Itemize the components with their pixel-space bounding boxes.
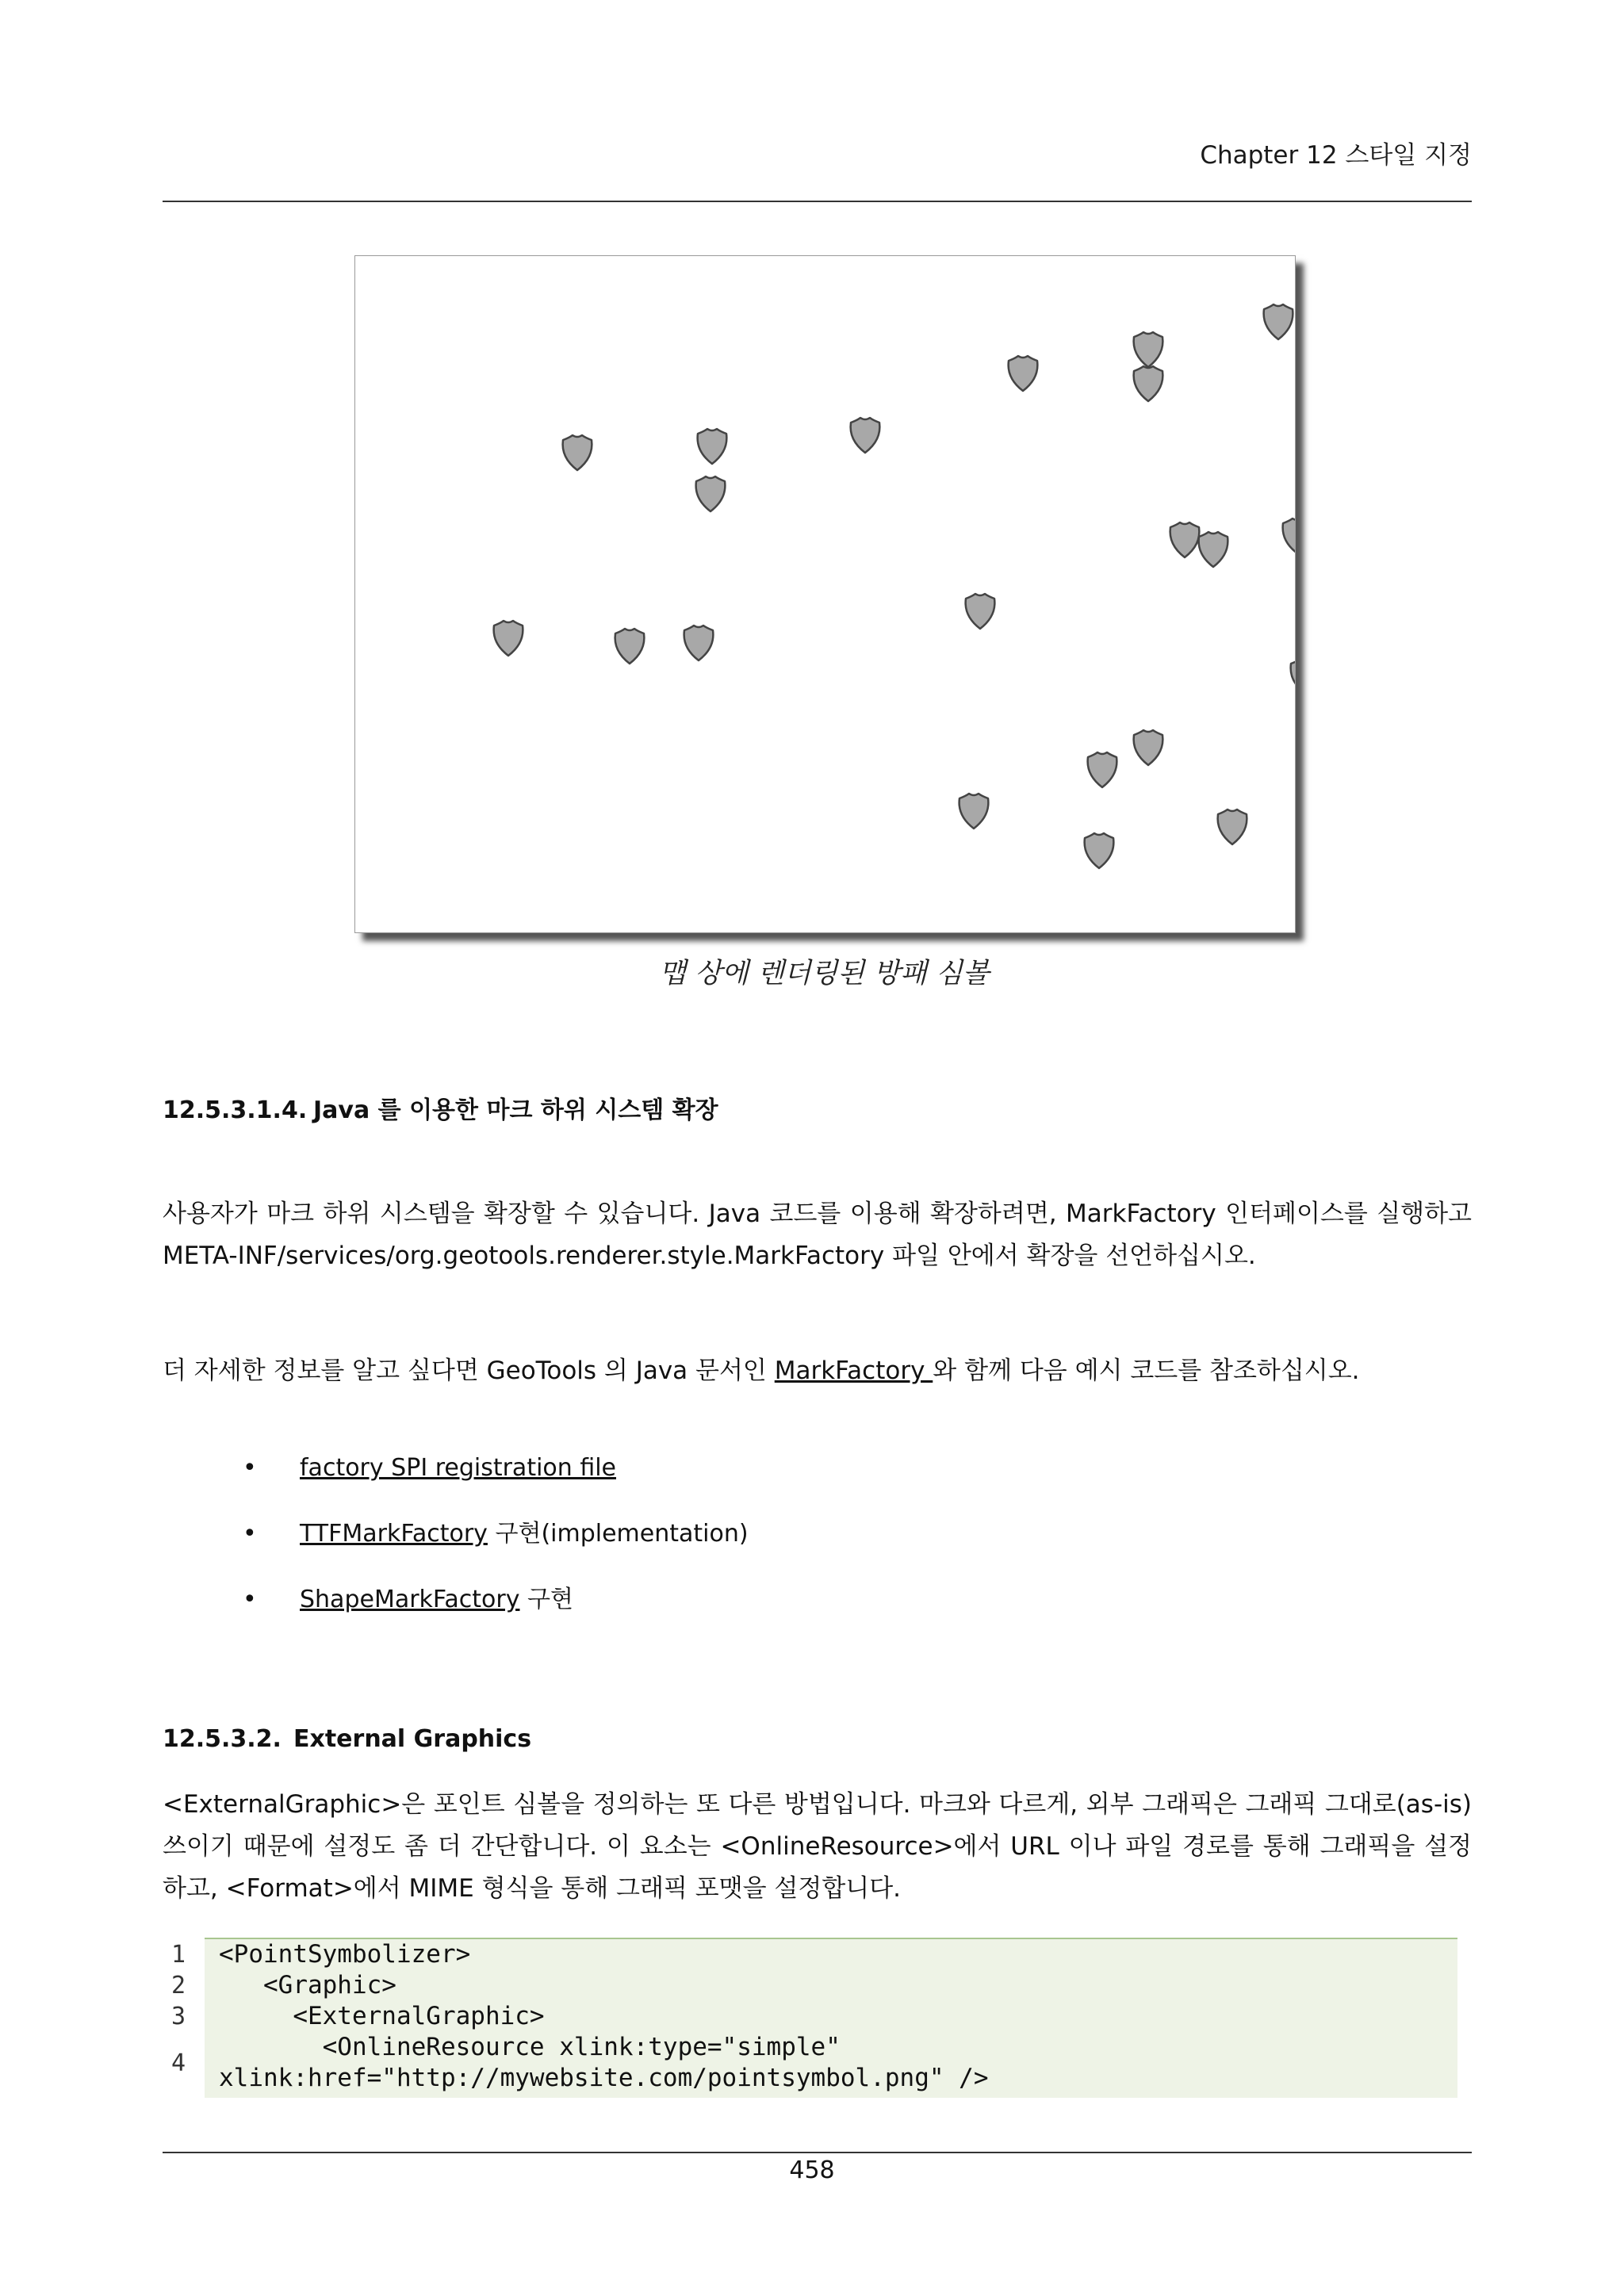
ttfmarkfactory-link[interactable]: TTFMarkFactory xyxy=(300,1520,488,1548)
paragraph-text: 와 함께 다음 예시 코드를 참조하십시오. xyxy=(933,1357,1360,1385)
section-heading-external-graphics xyxy=(163,1725,531,1753)
code-line: <ExternalGraphic> xyxy=(219,2002,545,2030)
map-figure xyxy=(354,255,1296,933)
code-line-numbers xyxy=(159,1939,198,2095)
code-line: <Graphic> xyxy=(219,1971,396,1999)
map-canvas xyxy=(355,256,1295,932)
shield-icon xyxy=(696,476,726,511)
section-title: Java 를 이용한 마크 하위 시스템 확장 xyxy=(313,1096,718,1124)
shield-icon xyxy=(966,594,995,629)
section-number: 12.5.3.2. xyxy=(163,1725,282,1753)
footer-divider xyxy=(163,2152,1472,2153)
shield-icon xyxy=(1264,304,1293,339)
shield-icon xyxy=(615,629,645,664)
page-header-title: Chapter 12 스타일 지정 xyxy=(1200,141,1472,170)
shapemarkfactory-link[interactable]: ShapeMarkFactory xyxy=(300,1586,520,1613)
shield-icon xyxy=(563,435,592,470)
shield-icon xyxy=(1199,532,1228,567)
figure-caption: 맵 상에 렌더링된 방패 심볼 xyxy=(659,958,990,989)
paragraph-extension-intro: 사용자가 마크 하위 시스템을 확장할 수 있습니다. Java 코드를 이용해 확장하려면, MarkFactory 인터페이스를 실행하고 META-INF/services/org.geotools.renderer.style.MarkFactory 파일 안에서 확장을 선언하십시오. xyxy=(163,1200,1472,1270)
code-line: xlink:href="http://mywebsite.com/pointsymbol.png" /> xyxy=(219,2064,989,2092)
shield-icon xyxy=(1170,522,1200,557)
section-number: 12.5.3.1.4. xyxy=(163,1096,308,1124)
shield-icon xyxy=(684,626,714,660)
list-item-text: 구현(implementation) xyxy=(487,1520,749,1548)
list-item-text: 구현 xyxy=(519,1586,573,1613)
section-title: External Graphics xyxy=(293,1725,532,1753)
page-number: 458 xyxy=(789,2156,835,2184)
code-text xyxy=(219,1939,989,2094)
shield-icon xyxy=(1088,752,1117,787)
shield-icon xyxy=(698,429,727,464)
shield-icon xyxy=(1009,356,1038,391)
bullet-icon: • xyxy=(243,1586,257,1613)
paragraph-external-graphic: <ExternalGraphic>은 포인트 심볼을 정의하는 또 다른 방법입니다. 마크와 다르게, 외부 그래픽은 그래픽 그대로(as-is) 쓰이기 때문에 설정도 좀 더 간단합니다. 이 요소는 <OnlineResource>에서 URL 이나 파일 경로를 통해 그래픽을 설정하고, <Format>에서 MIME 형식을 통해 그래픽 포맷을 설정합니다. xyxy=(163,1790,1472,1903)
shield-icon xyxy=(1085,833,1114,868)
shield-icon xyxy=(851,418,880,453)
markfactory-link[interactable]: MarkFactory xyxy=(774,1357,933,1385)
shield-icon xyxy=(1291,659,1295,694)
shield-icon xyxy=(1283,519,1295,553)
code-line: <PointSymbolizer> xyxy=(219,1940,471,1969)
line-number: 3 xyxy=(170,2003,186,2030)
shield-icon xyxy=(1134,366,1163,401)
bullet-icon: • xyxy=(243,1520,257,1548)
line-number: 1 xyxy=(170,1941,186,1969)
line-number: 4 xyxy=(170,2049,186,2077)
shield-icon xyxy=(494,621,523,656)
code-block xyxy=(170,1938,1457,2098)
header-divider xyxy=(163,201,1472,202)
paragraph-text: 더 자세한 정보를 알고 싶다면 GeoTools 의 Java 문서인 xyxy=(163,1357,775,1385)
paragraph-more-info xyxy=(163,1350,1472,1392)
code-line: <OnlineResource xlink:type="simple" xyxy=(219,2033,841,2061)
shield-icon xyxy=(959,794,989,828)
factory-spi-link[interactable]: factory SPI registration file xyxy=(300,1454,617,1482)
shield-icon xyxy=(1134,332,1163,367)
shield-icon xyxy=(1218,809,1247,844)
bullet-icon: • xyxy=(243,1454,257,1482)
line-number: 2 xyxy=(170,1972,186,1999)
section-heading-java-extension xyxy=(163,1090,718,1125)
shield-icon xyxy=(1134,730,1163,765)
